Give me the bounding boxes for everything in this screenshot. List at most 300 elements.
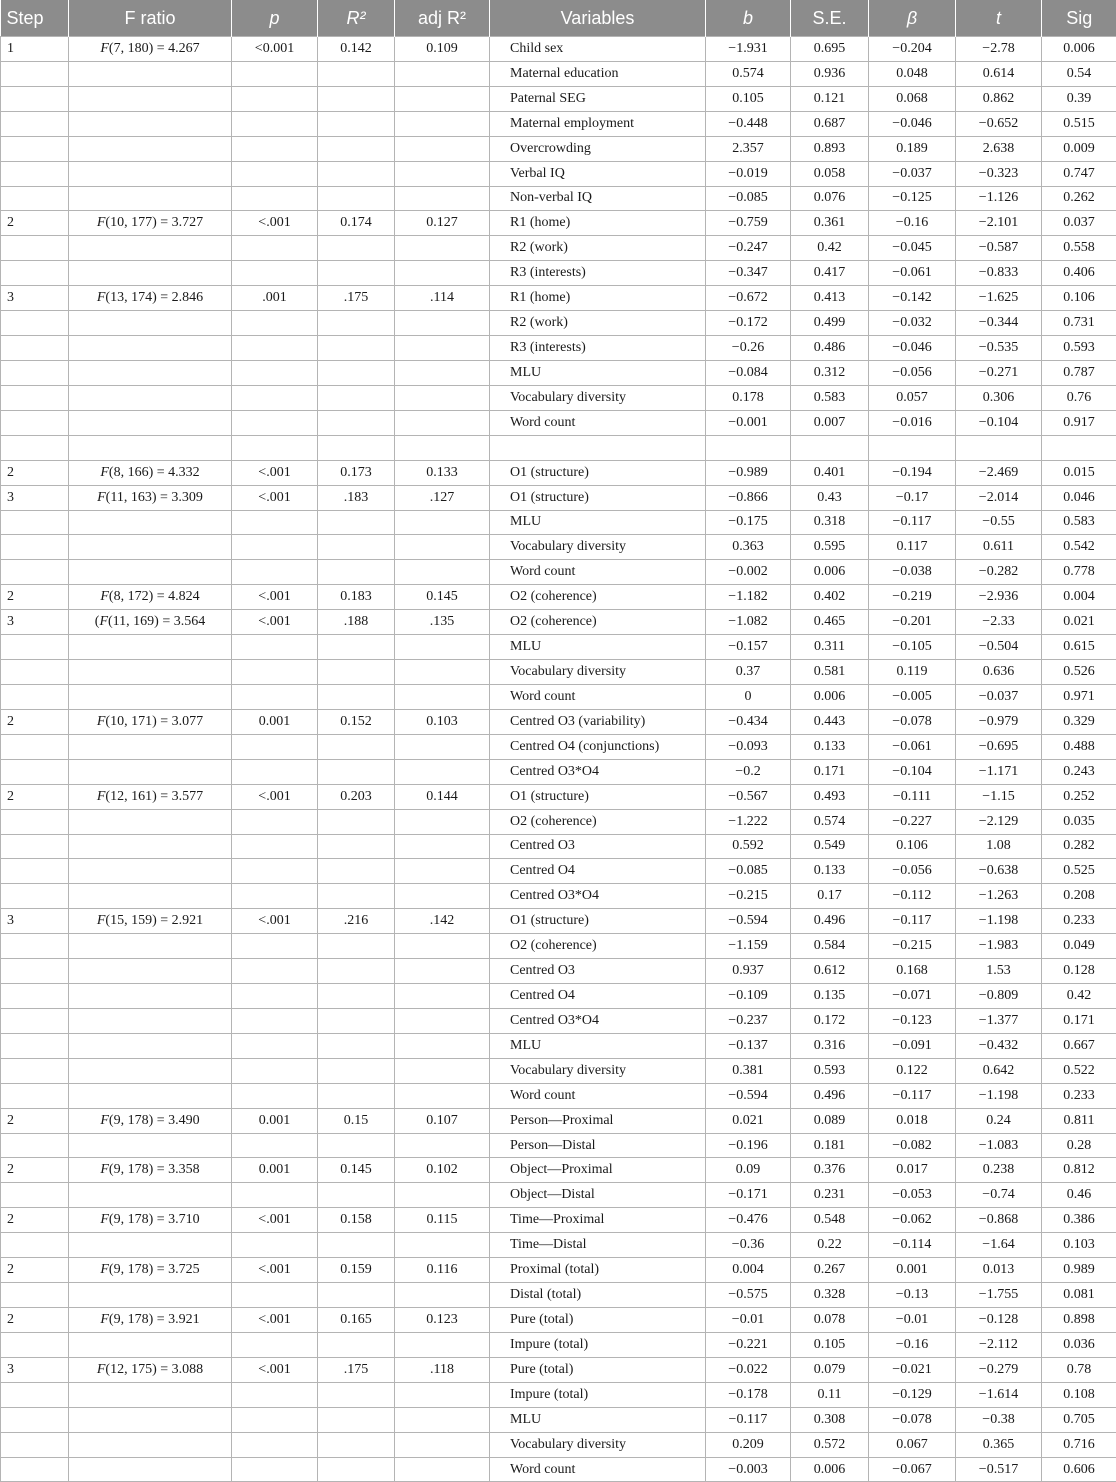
t-cell: −1.377 bbox=[956, 1008, 1042, 1033]
se-cell: 0.007 bbox=[791, 410, 869, 435]
p-cell bbox=[232, 834, 318, 859]
sig-cell: 0.208 bbox=[1042, 884, 1116, 909]
adj-r2-cell bbox=[395, 161, 490, 186]
beta-cell: 0.018 bbox=[869, 1108, 956, 1133]
r2-cell: 0.158 bbox=[318, 1208, 395, 1233]
p-cell bbox=[232, 360, 318, 385]
f-ratio-cell: F(12, 161) = 3.577 bbox=[69, 784, 232, 809]
variable-cell: MLU bbox=[490, 510, 706, 535]
variable-cell: Child sex bbox=[490, 37, 706, 62]
variable-cell: Vocabulary diversity bbox=[490, 660, 706, 685]
table-row bbox=[1, 1283, 1116, 1308]
t-cell: −0.55 bbox=[956, 510, 1042, 535]
se-cell: 0.499 bbox=[791, 311, 869, 336]
se-cell: 0.376 bbox=[791, 1158, 869, 1183]
beta-cell: −0.056 bbox=[869, 859, 956, 884]
b-cell: −0.989 bbox=[706, 460, 791, 485]
p-cell: <0.001 bbox=[232, 37, 318, 62]
table-row bbox=[1, 410, 1116, 435]
sig-cell: 0.526 bbox=[1042, 660, 1116, 685]
step-cell bbox=[1, 236, 69, 261]
adj-r2-cell bbox=[395, 1283, 490, 1308]
variable-cell: Centred O4 bbox=[490, 984, 706, 1009]
header-row bbox=[1, 0, 1116, 37]
b-cell: −0.347 bbox=[706, 261, 791, 286]
f-ratio-cell bbox=[69, 859, 232, 884]
step-cell bbox=[1, 834, 69, 859]
se-cell: 0.078 bbox=[791, 1308, 869, 1333]
beta-cell: −0.062 bbox=[869, 1208, 956, 1233]
beta-cell: 0.057 bbox=[869, 385, 956, 410]
r2-cell bbox=[318, 934, 395, 959]
b-cell: −1.222 bbox=[706, 809, 791, 834]
adj-r2-cell bbox=[395, 435, 490, 460]
variable-cell bbox=[490, 435, 706, 460]
r2-cell bbox=[318, 1008, 395, 1033]
f-ratio-cell bbox=[69, 1058, 232, 1083]
se-cell: 0.17 bbox=[791, 884, 869, 909]
adj-r2-cell: 0.116 bbox=[395, 1258, 490, 1283]
beta-cell: −0.021 bbox=[869, 1357, 956, 1382]
r2-cell bbox=[318, 161, 395, 186]
sig-cell: 0.78 bbox=[1042, 1357, 1116, 1382]
beta-cell: −0.129 bbox=[869, 1382, 956, 1407]
se-cell: 0.595 bbox=[791, 535, 869, 560]
adj-r2-cell bbox=[395, 1407, 490, 1432]
table-body bbox=[1, 37, 1116, 1482]
se-cell: 0.006 bbox=[791, 560, 869, 585]
p-cell bbox=[232, 959, 318, 984]
r2-cell bbox=[318, 360, 395, 385]
t-cell: −0.323 bbox=[956, 161, 1042, 186]
r2-cell: 0.15 bbox=[318, 1108, 395, 1133]
step-cell bbox=[1, 435, 69, 460]
variable-cell: Person—Proximal bbox=[490, 1108, 706, 1133]
t-cell: 0.306 bbox=[956, 385, 1042, 410]
r2-cell bbox=[318, 1183, 395, 1208]
se-cell: 0.893 bbox=[791, 136, 869, 161]
b-cell: −0.759 bbox=[706, 211, 791, 236]
beta-cell: −0.125 bbox=[869, 186, 956, 211]
sig-cell: 0.606 bbox=[1042, 1457, 1116, 1482]
t-cell: −1.263 bbox=[956, 884, 1042, 909]
table-row bbox=[1, 585, 1116, 610]
t-cell: 0.365 bbox=[956, 1432, 1042, 1457]
beta-cell: −0.005 bbox=[869, 684, 956, 709]
table-row bbox=[1, 485, 1116, 510]
step-cell: 2 bbox=[1, 1308, 69, 1333]
p-cell: <.001 bbox=[232, 585, 318, 610]
step-cell bbox=[1, 410, 69, 435]
p-cell: <.001 bbox=[232, 1357, 318, 1382]
sig-cell: 0.128 bbox=[1042, 959, 1116, 984]
t-cell: −1.171 bbox=[956, 759, 1042, 784]
f-ratio-cell bbox=[69, 934, 232, 959]
se-cell: 0.936 bbox=[791, 61, 869, 86]
beta-cell: −0.17 bbox=[869, 485, 956, 510]
beta-cell: −0.082 bbox=[869, 1133, 956, 1158]
beta-cell: −0.061 bbox=[869, 734, 956, 759]
b-cell: −0.448 bbox=[706, 111, 791, 136]
table-row bbox=[1, 311, 1116, 336]
b-cell: −0.215 bbox=[706, 884, 791, 909]
f-ratio-cell bbox=[69, 161, 232, 186]
p-cell bbox=[232, 86, 318, 111]
r2-cell: 0.145 bbox=[318, 1158, 395, 1183]
adj-r2-cell: 0.145 bbox=[395, 585, 490, 610]
sig-cell: 0.525 bbox=[1042, 859, 1116, 884]
step-cell bbox=[1, 1457, 69, 1482]
table-row bbox=[1, 984, 1116, 1009]
beta-cell: −0.201 bbox=[869, 610, 956, 635]
t-cell: −2.112 bbox=[956, 1332, 1042, 1357]
variable-cell: R1 (home) bbox=[490, 211, 706, 236]
step-cell bbox=[1, 161, 69, 186]
table-row bbox=[1, 959, 1116, 984]
table-row bbox=[1, 1407, 1116, 1432]
table-row bbox=[1, 635, 1116, 660]
f-ratio-cell bbox=[69, 560, 232, 585]
header-t: t bbox=[956, 0, 1042, 37]
r2-cell: .175 bbox=[318, 286, 395, 311]
r2-cell: 0.203 bbox=[318, 784, 395, 809]
step-cell: 3 bbox=[1, 286, 69, 311]
t-cell: −0.833 bbox=[956, 261, 1042, 286]
r2-cell: 0.152 bbox=[318, 709, 395, 734]
r2-cell bbox=[318, 959, 395, 984]
t-cell: −1.983 bbox=[956, 934, 1042, 959]
table-row bbox=[1, 1158, 1116, 1183]
table-row bbox=[1, 934, 1116, 959]
p-cell: <.001 bbox=[232, 1208, 318, 1233]
f-ratio-cell bbox=[69, 136, 232, 161]
sig-cell: 0.021 bbox=[1042, 610, 1116, 635]
variable-cell: Centred O4 bbox=[490, 859, 706, 884]
se-cell: 0.413 bbox=[791, 286, 869, 311]
b-cell: −0.022 bbox=[706, 1357, 791, 1382]
table-row bbox=[1, 111, 1116, 136]
se-cell: 0.486 bbox=[791, 336, 869, 361]
f-ratio-cell: F(10, 177) = 3.727 bbox=[69, 211, 232, 236]
t-cell: −0.587 bbox=[956, 236, 1042, 261]
p-cell bbox=[232, 684, 318, 709]
adj-r2-cell bbox=[395, 684, 490, 709]
adj-r2-cell bbox=[395, 1457, 490, 1482]
r2-cell bbox=[318, 809, 395, 834]
table-row bbox=[1, 1083, 1116, 1108]
p-cell bbox=[232, 759, 318, 784]
b-cell: −0.196 bbox=[706, 1133, 791, 1158]
sig-cell: 0.971 bbox=[1042, 684, 1116, 709]
sig-cell: 0.731 bbox=[1042, 311, 1116, 336]
step-cell bbox=[1, 61, 69, 86]
table-row bbox=[1, 560, 1116, 585]
step-cell bbox=[1, 336, 69, 361]
sig-cell: 0.329 bbox=[1042, 709, 1116, 734]
variable-cell: Verbal IQ bbox=[490, 161, 706, 186]
se-cell: 0.316 bbox=[791, 1033, 869, 1058]
table-row bbox=[1, 1432, 1116, 1457]
t-cell: −0.979 bbox=[956, 709, 1042, 734]
r2-cell bbox=[318, 385, 395, 410]
table-row bbox=[1, 510, 1116, 535]
b-cell: −0.109 bbox=[706, 984, 791, 1009]
step-cell bbox=[1, 1432, 69, 1457]
step-cell bbox=[1, 759, 69, 784]
r2-cell: .183 bbox=[318, 485, 395, 510]
beta-cell: −0.067 bbox=[869, 1457, 956, 1482]
variable-cell: Person—Distal bbox=[490, 1133, 706, 1158]
f-ratio-cell: F(9, 178) = 3.490 bbox=[69, 1108, 232, 1133]
f-ratio-cell bbox=[69, 1432, 232, 1457]
r2-cell bbox=[318, 734, 395, 759]
step-cell bbox=[1, 635, 69, 660]
p-cell bbox=[232, 510, 318, 535]
r2-cell bbox=[318, 336, 395, 361]
p-cell bbox=[232, 186, 318, 211]
p-cell bbox=[232, 1407, 318, 1432]
se-cell: 0.181 bbox=[791, 1133, 869, 1158]
variable-cell: O2 (coherence) bbox=[490, 934, 706, 959]
beta-cell: −0.215 bbox=[869, 934, 956, 959]
adj-r2-cell bbox=[395, 86, 490, 111]
r2-cell: 0.159 bbox=[318, 1258, 395, 1283]
f-ratio-cell bbox=[69, 984, 232, 1009]
step-cell bbox=[1, 934, 69, 959]
p-cell bbox=[232, 136, 318, 161]
variable-cell: Time—Distal bbox=[490, 1233, 706, 1258]
sig-cell: 0.747 bbox=[1042, 161, 1116, 186]
variable-cell: Time—Proximal bbox=[490, 1208, 706, 1233]
beta-cell: −0.111 bbox=[869, 784, 956, 809]
table-row bbox=[1, 1308, 1116, 1333]
r2-cell bbox=[318, 61, 395, 86]
se-cell: 0.058 bbox=[791, 161, 869, 186]
variable-cell: MLU bbox=[490, 1033, 706, 1058]
sig-cell: 0.036 bbox=[1042, 1332, 1116, 1357]
b-cell: −0.01 bbox=[706, 1308, 791, 1333]
p-cell bbox=[232, 809, 318, 834]
adj-r2-cell bbox=[395, 984, 490, 1009]
se-cell: 0.493 bbox=[791, 784, 869, 809]
adj-r2-cell bbox=[395, 136, 490, 161]
p-cell: <.001 bbox=[232, 1308, 318, 1333]
p-cell bbox=[232, 984, 318, 1009]
beta-cell: −0.104 bbox=[869, 759, 956, 784]
sig-cell: 0.046 bbox=[1042, 485, 1116, 510]
r2-cell bbox=[318, 1083, 395, 1108]
adj-r2-cell bbox=[395, 834, 490, 859]
beta-cell: −0.053 bbox=[869, 1183, 956, 1208]
beta-cell: −0.142 bbox=[869, 286, 956, 311]
beta-cell: 0.048 bbox=[869, 61, 956, 86]
b-cell: −1.931 bbox=[706, 37, 791, 62]
f-ratio-cell bbox=[69, 1083, 232, 1108]
se-cell: 0.417 bbox=[791, 261, 869, 286]
header-adj-r2: adj R² bbox=[395, 0, 490, 37]
p-cell bbox=[232, 635, 318, 660]
f-ratio-cell bbox=[69, 959, 232, 984]
variable-cell: Impure (total) bbox=[490, 1332, 706, 1357]
p-cell bbox=[232, 111, 318, 136]
beta-cell: −0.046 bbox=[869, 111, 956, 136]
sig-cell: 0.282 bbox=[1042, 834, 1116, 859]
f-ratio-cell: F(15, 159) = 2.921 bbox=[69, 909, 232, 934]
f-ratio-cell bbox=[69, 1382, 232, 1407]
p-cell bbox=[232, 1083, 318, 1108]
step-cell bbox=[1, 136, 69, 161]
b-cell: 0.09 bbox=[706, 1158, 791, 1183]
step-cell bbox=[1, 186, 69, 211]
b-cell: −0.567 bbox=[706, 784, 791, 809]
r2-cell bbox=[318, 1332, 395, 1357]
se-cell: 0.687 bbox=[791, 111, 869, 136]
b-cell: −0.26 bbox=[706, 336, 791, 361]
f-ratio-cell bbox=[69, 186, 232, 211]
table-row bbox=[1, 759, 1116, 784]
se-cell: 0.593 bbox=[791, 1058, 869, 1083]
t-cell: −0.695 bbox=[956, 734, 1042, 759]
f-ratio-cell: F(13, 174) = 2.846 bbox=[69, 286, 232, 311]
p-cell bbox=[232, 1283, 318, 1308]
variable-cell: Centred O3*O4 bbox=[490, 1008, 706, 1033]
b-cell: −0.001 bbox=[706, 410, 791, 435]
b-cell: −1.159 bbox=[706, 934, 791, 959]
step-cell bbox=[1, 1133, 69, 1158]
se-cell: 0.079 bbox=[791, 1357, 869, 1382]
se-cell: 0.496 bbox=[791, 1083, 869, 1108]
step-cell bbox=[1, 959, 69, 984]
step-cell: 2 bbox=[1, 784, 69, 809]
sig-cell: 0.39 bbox=[1042, 86, 1116, 111]
step-cell bbox=[1, 510, 69, 535]
p-cell bbox=[232, 1457, 318, 1482]
r2-cell bbox=[318, 186, 395, 211]
r2-cell bbox=[318, 1382, 395, 1407]
beta-cell: −0.061 bbox=[869, 261, 956, 286]
table-row bbox=[1, 186, 1116, 211]
adj-r2-cell bbox=[395, 1382, 490, 1407]
se-cell: 0.171 bbox=[791, 759, 869, 784]
adj-r2-cell: 0.107 bbox=[395, 1108, 490, 1133]
p-cell: <.001 bbox=[232, 909, 318, 934]
step-cell: 3 bbox=[1, 485, 69, 510]
sig-cell: 0.515 bbox=[1042, 111, 1116, 136]
r2-cell bbox=[318, 984, 395, 1009]
p-cell: 0.001 bbox=[232, 709, 318, 734]
step-cell: 2 bbox=[1, 1108, 69, 1133]
b-cell: 0.209 bbox=[706, 1432, 791, 1457]
step-cell bbox=[1, 660, 69, 685]
b-cell: −0.084 bbox=[706, 360, 791, 385]
b-cell: −0.866 bbox=[706, 485, 791, 510]
f-ratio-cell: F(11, 163) = 3.309 bbox=[69, 485, 232, 510]
variable-cell: Vocabulary diversity bbox=[490, 1058, 706, 1083]
f-ratio-cell bbox=[69, 1233, 232, 1258]
p-cell: 0.001 bbox=[232, 1108, 318, 1133]
adj-r2-cell: .135 bbox=[395, 610, 490, 635]
f-ratio-cell: F(8, 166) = 4.332 bbox=[69, 460, 232, 485]
r2-cell: 0.174 bbox=[318, 211, 395, 236]
beta-cell: 0.068 bbox=[869, 86, 956, 111]
b-cell: 0.004 bbox=[706, 1258, 791, 1283]
r2-cell bbox=[318, 1407, 395, 1432]
variable-cell: Proximal (total) bbox=[490, 1258, 706, 1283]
variable-cell: R3 (interests) bbox=[490, 336, 706, 361]
variable-cell: R3 (interests) bbox=[490, 261, 706, 286]
sig-cell: 0.006 bbox=[1042, 37, 1116, 62]
f-ratio-cell bbox=[69, 884, 232, 909]
step-cell: 1 bbox=[1, 37, 69, 62]
variable-cell: MLU bbox=[490, 360, 706, 385]
p-cell bbox=[232, 410, 318, 435]
t-cell: −2.936 bbox=[956, 585, 1042, 610]
adj-r2-cell bbox=[395, 1083, 490, 1108]
beta-cell: −0.071 bbox=[869, 984, 956, 1009]
adj-r2-cell bbox=[395, 1133, 490, 1158]
r2-cell: .216 bbox=[318, 909, 395, 934]
b-cell: −0.019 bbox=[706, 161, 791, 186]
header-beta: β bbox=[869, 0, 956, 37]
p-cell: <.001 bbox=[232, 1258, 318, 1283]
variable-cell: Word count bbox=[490, 1083, 706, 1108]
f-ratio-cell bbox=[69, 684, 232, 709]
p-cell bbox=[232, 859, 318, 884]
table-row bbox=[1, 684, 1116, 709]
beta-cell: −0.16 bbox=[869, 211, 956, 236]
r2-cell bbox=[318, 1432, 395, 1457]
table-row bbox=[1, 61, 1116, 86]
f-ratio-cell: F(9, 178) = 3.710 bbox=[69, 1208, 232, 1233]
beta-cell: −0.194 bbox=[869, 460, 956, 485]
step-cell bbox=[1, 684, 69, 709]
adj-r2-cell bbox=[395, 1183, 490, 1208]
table-row bbox=[1, 1332, 1116, 1357]
t-cell: 0.611 bbox=[956, 535, 1042, 560]
adj-r2-cell bbox=[395, 510, 490, 535]
t-cell: −1.64 bbox=[956, 1233, 1042, 1258]
p-cell bbox=[232, 61, 318, 86]
step-cell bbox=[1, 385, 69, 410]
r2-cell bbox=[318, 311, 395, 336]
table-row bbox=[1, 1457, 1116, 1482]
beta-cell: −0.078 bbox=[869, 709, 956, 734]
se-cell: 0.581 bbox=[791, 660, 869, 685]
b-cell bbox=[706, 435, 791, 460]
se-cell: 0.089 bbox=[791, 1108, 869, 1133]
b-cell: 0.178 bbox=[706, 385, 791, 410]
b-cell: 0.574 bbox=[706, 61, 791, 86]
f-ratio-cell bbox=[69, 734, 232, 759]
step-cell bbox=[1, 1183, 69, 1208]
se-cell: 0.267 bbox=[791, 1258, 869, 1283]
r2-cell bbox=[318, 1058, 395, 1083]
f-ratio-cell: F(12, 175) = 3.088 bbox=[69, 1357, 232, 1382]
b-cell: −0.237 bbox=[706, 1008, 791, 1033]
adj-r2-cell: .127 bbox=[395, 485, 490, 510]
table-row bbox=[1, 286, 1116, 311]
sig-cell: 0.406 bbox=[1042, 261, 1116, 286]
f-ratio-cell bbox=[69, 86, 232, 111]
se-cell: 0.402 bbox=[791, 585, 869, 610]
t-cell: −1.198 bbox=[956, 1083, 1042, 1108]
beta-cell: −0.204 bbox=[869, 37, 956, 62]
adj-r2-cell bbox=[395, 360, 490, 385]
variable-cell: Maternal education bbox=[490, 61, 706, 86]
sig-cell bbox=[1042, 435, 1116, 460]
sig-cell: 0.667 bbox=[1042, 1033, 1116, 1058]
r2-cell bbox=[318, 884, 395, 909]
